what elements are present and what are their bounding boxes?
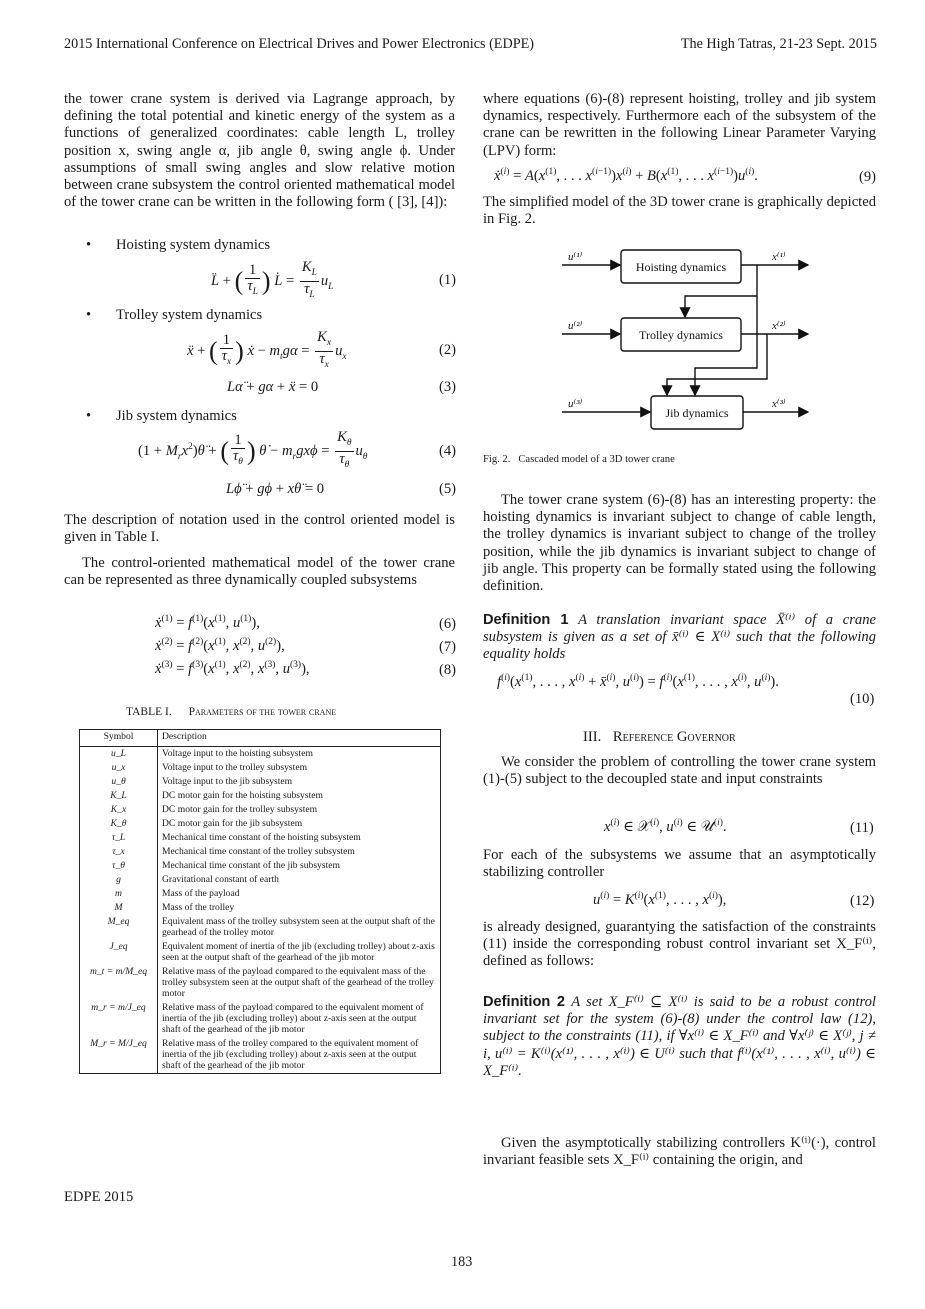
table-caption bbox=[126, 706, 336, 718]
table-row bbox=[80, 901, 441, 915]
bullet-dot: • bbox=[86, 237, 92, 253]
equation-number-5: (5) bbox=[439, 481, 457, 497]
bullet-jib: Jib system dynamics bbox=[116, 408, 237, 424]
output-label-x2: x⁽²⁾ bbox=[772, 320, 786, 332]
table-row bbox=[80, 873, 441, 887]
symbol-cell: m_r = m/J_eq bbox=[80, 1001, 158, 1037]
table-row bbox=[80, 1037, 441, 1074]
equation-1: L̈ + ( $\frac{1}{\tau_L}$ ) L̇ = $\frac{K_L}{\tau_L}$ $u_L$ bbox=[211, 259, 334, 300]
input-label-u3: u⁽³⁾ bbox=[568, 398, 583, 410]
right-paragraph-5 bbox=[483, 847, 876, 881]
problem-text: We consider the problem of controlling the tower crane system (1)-(5) subject to the decoupled state and input constraints bbox=[483, 754, 876, 788]
description-cell: Relative mass of the payload compared to the equivalent mass of the trolley subsystem seen at the output shaft of the gearhead of the trolley motor bbox=[158, 965, 441, 1001]
bullet-dot: • bbox=[86, 307, 92, 323]
parameters-table bbox=[79, 729, 441, 1074]
cascaded-model-diagram bbox=[560, 245, 870, 440]
symbol-cell: τ_x bbox=[80, 845, 158, 859]
controller-text: For each of the subsystems we assume that an asymptotically stabilizing controller bbox=[483, 847, 876, 881]
symbol-cell: u_θ bbox=[80, 775, 158, 789]
block-label-jib: Jib dynamics bbox=[665, 406, 729, 420]
equation-7: ẋ$^{(2)}$ = $f^{(2)}(x^{(1)}$, $x^{(2)}$, $u^{(2)}$), bbox=[155, 637, 285, 654]
equation-number-3: (3) bbox=[439, 379, 457, 395]
equation-5: Lϕ̈ + gϕ + xθ̈ = 0 bbox=[226, 481, 325, 497]
equation-3: Lα̈ + gα + ẍ = 0 bbox=[227, 379, 319, 395]
section-heading bbox=[583, 729, 736, 746]
symbol-cell: τ_θ bbox=[80, 859, 158, 873]
equation-11: $x^{(i)}$ ∈ 𝒳$^{(i)}$, $u^{(i)}$ ∈ 𝒰$^{(i)}$. bbox=[604, 818, 727, 835]
table-row bbox=[80, 803, 441, 817]
table-row bbox=[80, 1001, 441, 1037]
table-row bbox=[80, 761, 441, 775]
description-cell: DC motor gain for the trolley subsystem bbox=[158, 803, 441, 817]
section-number: III. bbox=[583, 729, 602, 745]
equation-number-9: (9) bbox=[859, 169, 877, 185]
table-caption-title: Parameters of the tower crane bbox=[188, 706, 337, 718]
table-row bbox=[80, 915, 441, 940]
equation-number-12: (12) bbox=[850, 893, 875, 909]
symbol-cell: M bbox=[80, 901, 158, 915]
equation-number-7: (7) bbox=[439, 639, 457, 655]
running-header-right: The High Tatras, 21-23 Sept. 2015 bbox=[680, 36, 877, 52]
table-row bbox=[80, 887, 441, 901]
feedback-x2-to-jib bbox=[667, 334, 767, 395]
model-paragraph bbox=[64, 555, 455, 589]
equation-8: ẋ$^{(3)}$ = $f^{(3)}(x^{(1)}$, $x^{(2)}$, $x^{(3)}$, $u^{(3)}$), bbox=[155, 660, 310, 677]
equation-number-2: (2) bbox=[439, 342, 457, 358]
bullet-hoisting: Hoisting system dynamics bbox=[116, 237, 271, 253]
right-paragraph-1 bbox=[483, 91, 876, 160]
symbol-cell: K_L bbox=[80, 789, 158, 803]
bullet-dot: • bbox=[86, 408, 92, 424]
intro-text: the tower crane system is derived via Lagrange approach, by defining the total potential and kinetic energy of the system as a functions of generalized coordinates: cable length L, trolley position x, swing angle α, jib angle θ, swing angle ϕ. Under assumptions of small swing angles and slow relative motion between crane subsystem the control oriented mathematical model of the tower crane can be written in the following form ( [3], [4]): bbox=[64, 91, 455, 211]
output-label-x3: x⁽³⁾ bbox=[772, 398, 786, 410]
symbol-cell: K_x bbox=[80, 803, 158, 817]
symbol-cell: τ_L bbox=[80, 831, 158, 845]
footer-left: EDPE 2015 bbox=[64, 1189, 134, 1205]
equation-4: $(1 + M_rx^2)\thetä$ + ( $\frac{1}{\tau_\theta}$ ) θ̇ − $m_rgx\phi$ = $\frac{K_\theta}{\tau_\theta}$ $u_\theta$ bbox=[138, 429, 368, 470]
right-paragraph-4 bbox=[483, 754, 876, 788]
description-cell: Relative mass of the trolley compared to the equivalent moment of inertia of the jib (excluding trolley) about z-axis seen at the output shaft of the gearhead of the jib motor bbox=[158, 1037, 441, 1074]
model-text: The control-oriented mathematical model of the tower crane can be represented as three dynamically coupled subsystems bbox=[64, 555, 455, 589]
description-cell: Gravitational constant of earth bbox=[158, 873, 441, 887]
definition-1 bbox=[483, 612, 876, 664]
equation-6: ẋ$^{(1)}$ = $f^{(1)}(x^{(1)}$, $u^{(1)}$), bbox=[155, 614, 260, 631]
notation-paragraph bbox=[64, 512, 455, 546]
notation-text: The description of notation used in the control oriented model is given in Table I. bbox=[64, 512, 455, 546]
description-cell: DC motor gain for the jib subsystem bbox=[158, 817, 441, 831]
table-row bbox=[80, 965, 441, 1001]
symbol-cell: g bbox=[80, 873, 158, 887]
definition-2-text: A set X_F⁽ⁱ⁾ ⊆ X⁽ⁱ⁾ is said to be a robust control invariant set for the system (6)-(8) under the control law (12), subject to the constraints (11), if ∀x⁽ⁱ⁾ ∈ X_F⁽ⁱ⁾ and ∀x⁽ʲ⁾ ∈ X⁽ʲ⁾, j ≠ i, u⁽ⁱ⁾ = K⁽ⁱ⁾(x⁽¹⁾, . . . , x⁽ⁱ⁾) ∈ U⁽ⁱ⁾ such that f⁽ⁱ⁾(x⁽¹⁾, . . . , x⁽ⁱ⁾, u⁽ⁱ⁾) ∈ X_F⁽ⁱ⁾. bbox=[483, 994, 876, 1079]
bullet-trolley: Trolley system dynamics bbox=[116, 307, 263, 323]
equation-number-8: (8) bbox=[439, 662, 457, 678]
block-label-hoisting: Hoisting dynamics bbox=[635, 260, 727, 274]
table-row bbox=[80, 940, 441, 965]
table-row bbox=[80, 845, 441, 859]
equation-number-11: (11) bbox=[850, 820, 874, 836]
description-cell: Equivalent moment of inertia of the jib (excluding trolley) about z-axis seen at the output shaft of the gearhead of the jib motor bbox=[158, 940, 441, 965]
closing-text: Given the asymptotically stabilizing controllers K⁽ⁱ⁾(·), control invariant feasible sets X_F⁽ⁱ⁾ containing the origin, and bbox=[483, 1135, 876, 1169]
table-row bbox=[80, 789, 441, 803]
description-cell: Voltage input to the jib subsystem bbox=[158, 775, 441, 789]
block-label-trolley: Trolley dynamics bbox=[639, 328, 723, 342]
output-label-x1: x⁽¹⁾ bbox=[772, 251, 786, 263]
page-number: 183 bbox=[451, 1254, 473, 1270]
equation-12: $u^{(i)} = K^{(i)}(x^{(1)}$, . . . , $x^{(i)}$), bbox=[593, 891, 727, 908]
right-paragraph-7 bbox=[483, 1135, 876, 1169]
feedback-x1-to-jib bbox=[695, 296, 757, 395]
description-cell: Mechanical time constant of the jib subsystem bbox=[158, 859, 441, 873]
table-header-symbol: Symbol bbox=[80, 730, 158, 747]
description-cell: Mechanical time constant of the trolley subsystem bbox=[158, 845, 441, 859]
definition-2-label: Definition 2 bbox=[483, 994, 566, 1010]
description-cell: Voltage input to the hoisting subsystem bbox=[158, 747, 441, 762]
symbol-cell: m bbox=[80, 887, 158, 901]
equation-number-4: (4) bbox=[439, 443, 457, 459]
description-cell: Mechanical time constant of the hoisting subsystem bbox=[158, 831, 441, 845]
definition-1-label: Definition 1 bbox=[483, 612, 569, 628]
symbol-cell: m_t = m/M_eq bbox=[80, 965, 158, 1001]
symbol-cell: M_r = M/J_eq bbox=[80, 1037, 158, 1074]
equation-number-1: (1) bbox=[439, 272, 457, 288]
lpv-text: where equations (6)-(8) represent hoisting, trolley and jib system dynamics, respectively. Furthermore each of the subsystem of the crane can be rewritten in the following Linear Parameter Varying (LPV) form: bbox=[483, 91, 876, 159]
table-row bbox=[80, 859, 441, 873]
symbol-cell: K_θ bbox=[80, 817, 158, 831]
section-title: Reference Governor bbox=[612, 729, 736, 745]
definition-2 bbox=[483, 994, 876, 1080]
equation-10: $f^{(i)}(x^{(1)}$, . . . , $x^{(i)}$ + x̄$^{(i)}$, $u^{(i)}) = f^{(i)}(x^{(1)}$, . . . , $x^{(i)}$, $u^{(i)}$). bbox=[497, 673, 779, 690]
definition-1-text: A translation invariant space X̄⁽ⁱ⁾ of a crane subsystem is given as a set of x̄⁽ⁱ⁾ ∈ X⁽ⁱ⁾ such that the following equality holds bbox=[483, 612, 876, 663]
equation-9: ẋ$^{(i)}$ = $A(x^{(1)}$, . . . $x^{(i-1)})x^{(i)} + B(x^{(1)}$, . . . $x^{(i-1)})u^{(i)}$. bbox=[494, 167, 758, 184]
description-cell: Mass of the payload bbox=[158, 887, 441, 901]
table-caption-number: TABLE I. bbox=[126, 706, 172, 718]
table-row bbox=[80, 831, 441, 845]
description-cell: Relative mass of the payload compared to the equivalent moment of inertia of the jib (excluding trolley) about z-axis seen at the output shaft of the gearhead of the jib motor bbox=[158, 1001, 441, 1037]
equation-number-10: (10) bbox=[850, 691, 875, 707]
figure-reference-text: The simplified model of the 3D tower crane is graphically depicted in Fig. 2. bbox=[483, 194, 876, 228]
description-cell: DC motor gain for the hoisting subsystem bbox=[158, 789, 441, 803]
table-header-row bbox=[80, 730, 441, 747]
right-paragraph-2 bbox=[483, 194, 876, 228]
left-intro-paragraph bbox=[64, 91, 455, 211]
input-label-u1: u⁽¹⁾ bbox=[568, 251, 583, 263]
input-label-u2: u⁽²⁾ bbox=[568, 320, 583, 332]
symbol-cell: M_eq bbox=[80, 915, 158, 940]
running-header-left: 2015 International Conference on Electrical Drives and Power Electronics (EDPE) bbox=[64, 36, 534, 52]
equation-2: ẍ + ( $\frac{1}{\tau_x}$ ) ẋ − $m_tg\alpha$ = $\frac{K_x}{\tau_x}$ $u_x$ bbox=[187, 329, 347, 370]
table-header-description: Description bbox=[158, 730, 441, 747]
table-row bbox=[80, 775, 441, 789]
symbol-cell: u_x bbox=[80, 761, 158, 775]
table-row bbox=[80, 747, 441, 762]
symbol-cell: J_eq bbox=[80, 940, 158, 965]
equation-number-6: (6) bbox=[439, 616, 457, 632]
right-paragraph-3 bbox=[483, 492, 876, 595]
description-cell: Equivalent mass of the trolley subsystem seen at the output shaft of the gearhead of the trolley motor bbox=[158, 915, 441, 940]
description-cell: Voltage input to the trolley subsystem bbox=[158, 761, 441, 775]
description-cell: Mass of the trolley bbox=[158, 901, 441, 915]
table-row bbox=[80, 817, 441, 831]
right-paragraph-6 bbox=[483, 919, 876, 971]
invariant-set-text: is already designed, guarantying the satisfaction of the constraints (11) inside the corresponding robust control invariant set X_F⁽ⁱ⁾, defined as follows: bbox=[483, 919, 876, 970]
invariance-text: The tower crane system (6)-(8) has an interesting property: the hoisting dynamics is invariant subject to change of cable length, the trolley dynamics is invariant subject to change of the trolley position, while the jib dynamics is invariant subject to change of jib angle. This property can be formally stated using the following definition. bbox=[483, 492, 876, 595]
symbol-cell: u_L bbox=[80, 747, 158, 762]
figure-caption: Fig. 2. Cascaded model of a 3D tower crane bbox=[483, 454, 675, 465]
